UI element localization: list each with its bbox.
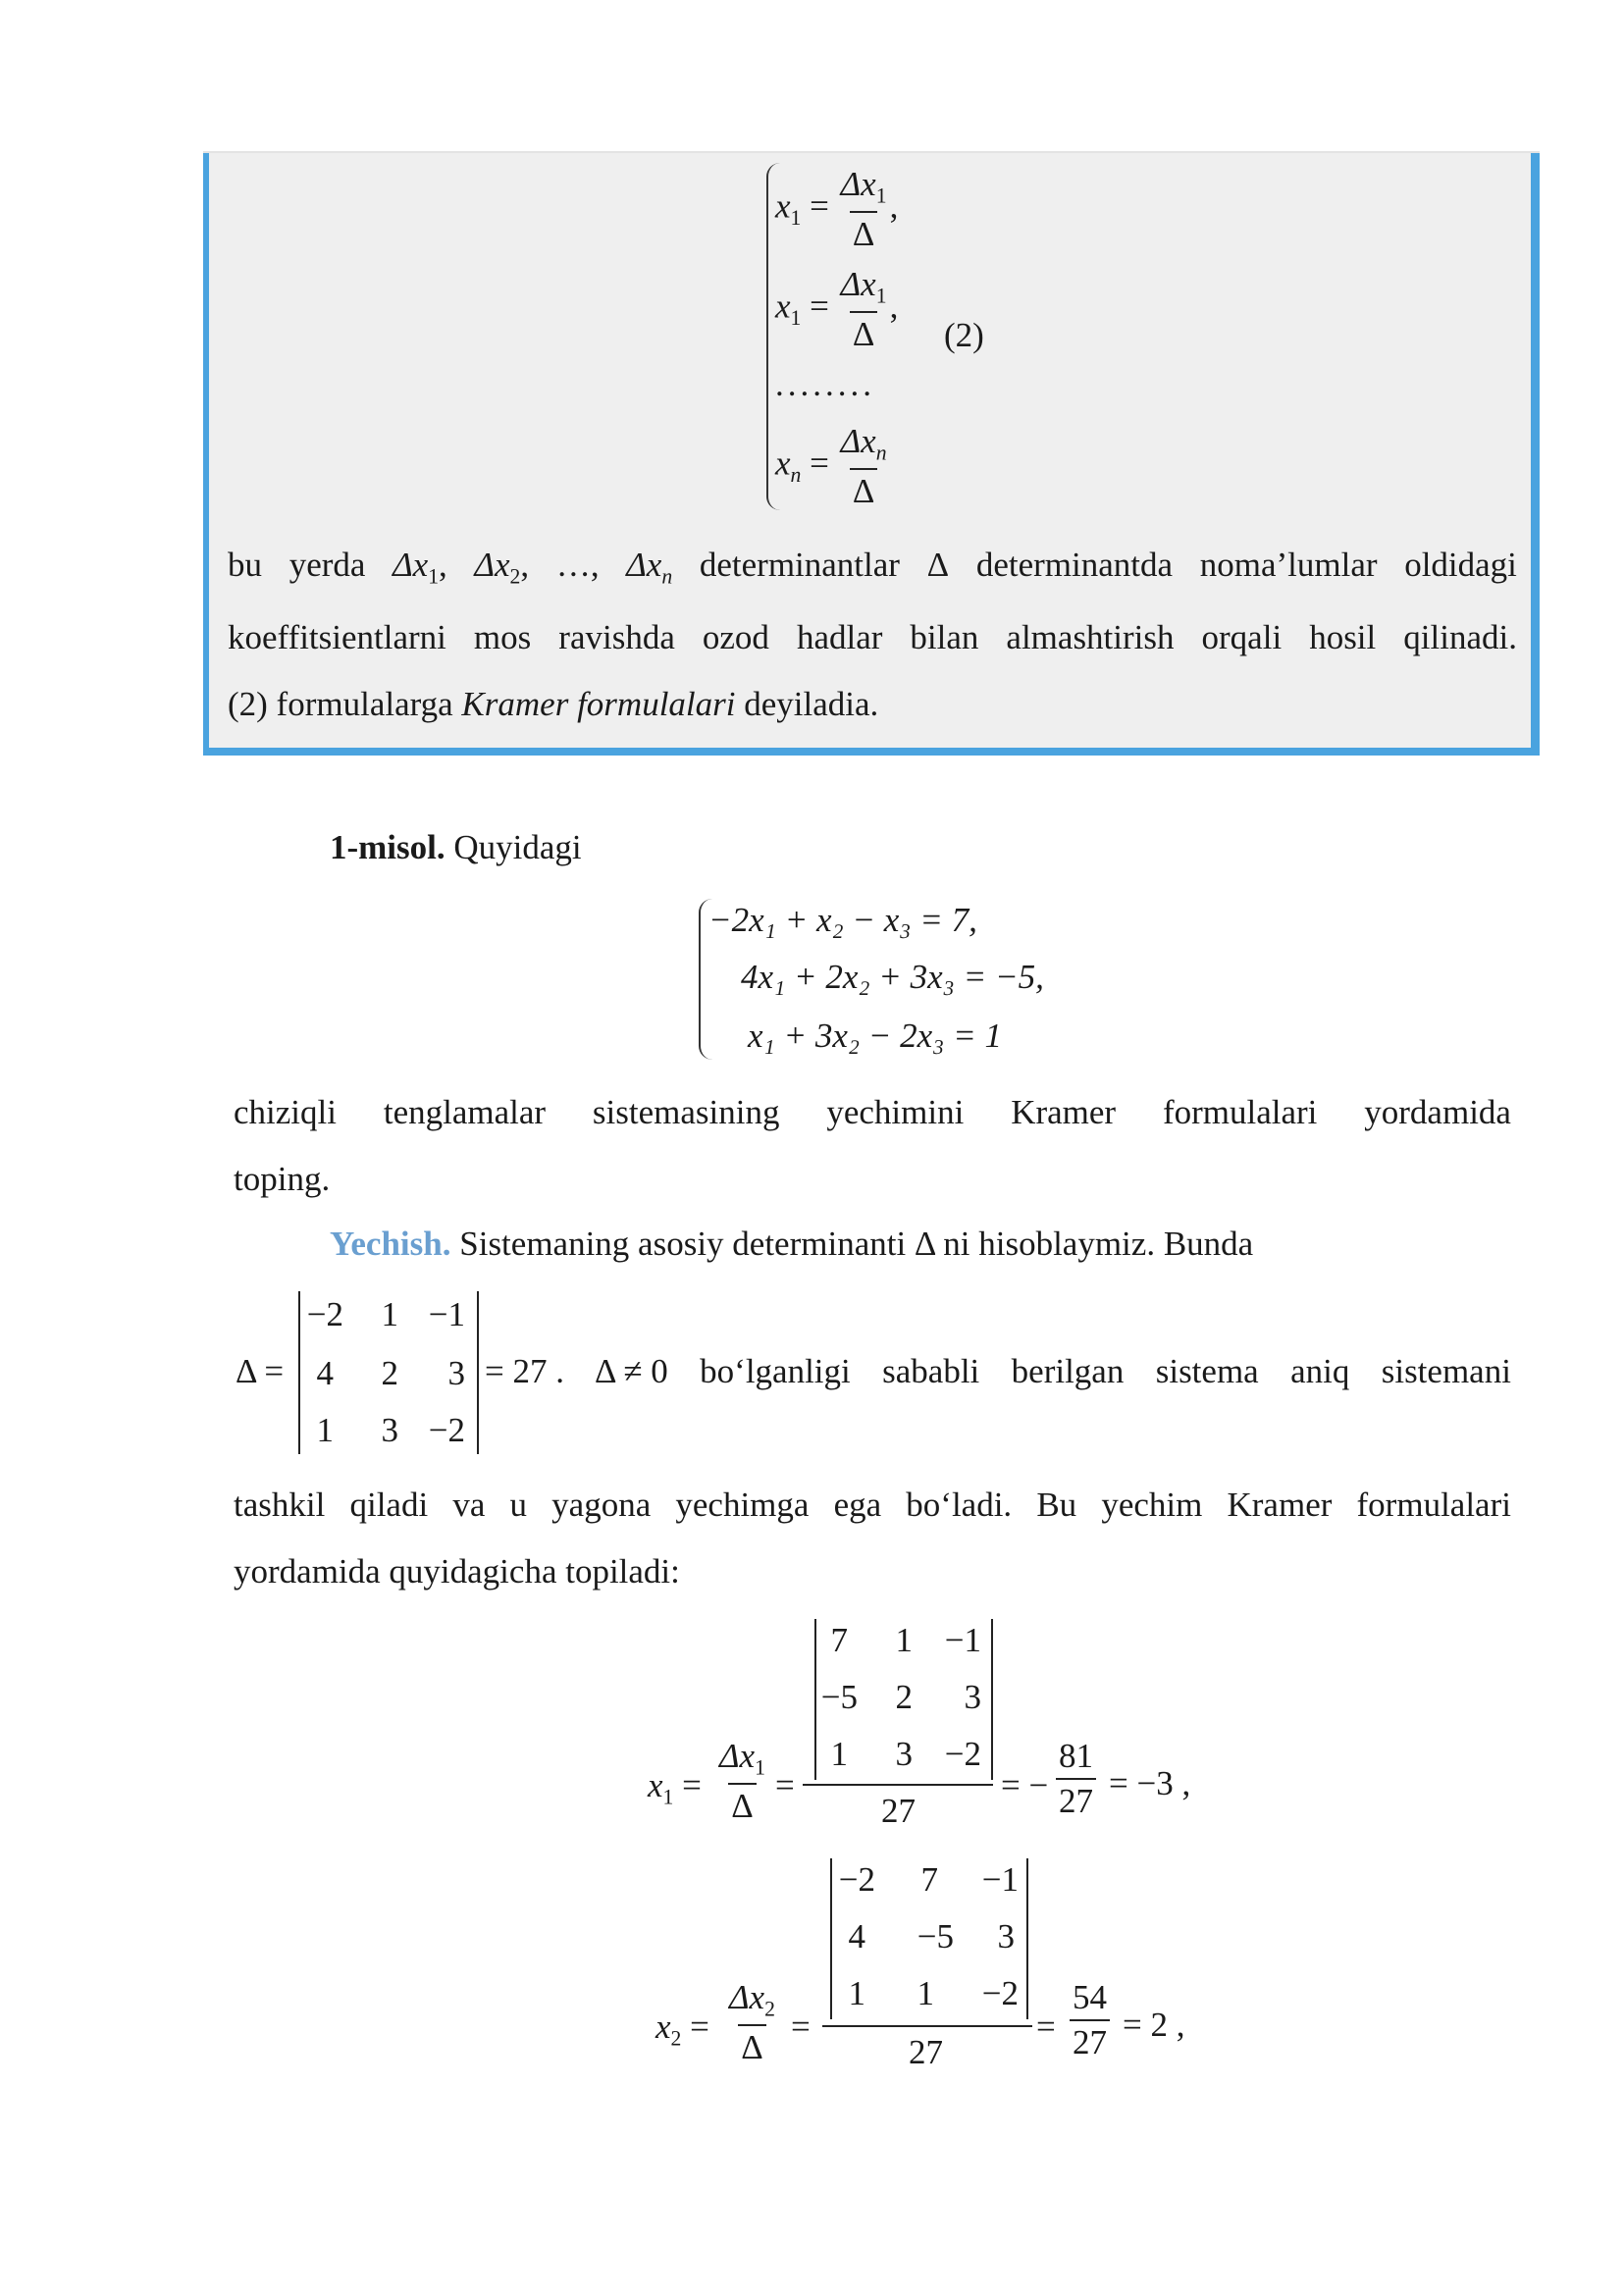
delta-value: = 27 . bbox=[485, 1352, 564, 1390]
cramer-row-1: $x_1$ = $\frac{\Delta x_1}{\Delta}$ , bbox=[775, 165, 899, 253]
example-equation-1: −2x₁ + x₂ − x₃ = 7, bbox=[708, 901, 977, 939]
matrix-cell: 1 bbox=[830, 1735, 848, 1773]
box-paragraph-line-1: bu yerda $\Delta x_1$, $\Delta x_2$, …, $\Delta x_n$ determinantlar Δ determinantda noma’lumlar oldidagi bbox=[228, 546, 1517, 589]
matrix-cell: 4 bbox=[848, 1917, 865, 1956]
cramer-dots: ........ bbox=[775, 365, 875, 403]
x1-delta-fraction: $\frac{\Delta x_1}{\Delta}$ bbox=[719, 1737, 765, 1825]
fraction: $\frac{\Delta x_1}{\Delta}$ bbox=[840, 265, 887, 353]
x2-fraction-bar bbox=[822, 2025, 1032, 2027]
matrix-cell: −2 bbox=[944, 1735, 981, 1773]
x1-eq-sign: = bbox=[775, 1766, 795, 1804]
x2-big-den: 27 bbox=[909, 2033, 943, 2071]
x1-right-fraction: $\frac{81}{27}$ bbox=[1056, 1737, 1096, 1821]
matrix-cell: 3 bbox=[447, 1354, 465, 1392]
solution-heading: Yechish. Sistemaning asosiy determinanti Δ ni hisoblaymiz. Bunda bbox=[330, 1225, 1254, 1263]
matrix-cell: −2 bbox=[838, 1860, 875, 1899]
matrix-cell: 4 bbox=[316, 1354, 334, 1392]
matrix-cell: 2 bbox=[895, 1678, 913, 1716]
solution-line-2: tashkil qiladi va u yagona yechimga ega bo‘ladi. Bu yechim Kramer formulalari bbox=[234, 1486, 1511, 1524]
example-equation-2: 4x₁ + 2x₂ + 3x₃ = −5, bbox=[741, 958, 1044, 996]
x1-neg-eq: = − bbox=[1001, 1766, 1049, 1804]
matrix-cell: 1 bbox=[848, 1974, 865, 2012]
matrix-cell: 3 bbox=[895, 1735, 913, 1773]
x2-eq: = bbox=[1036, 2008, 1056, 2046]
matrix-cell: −1 bbox=[981, 1860, 1019, 1899]
example-heading: 1-misol. Quyidagi bbox=[330, 828, 582, 866]
matrix-cell: −5 bbox=[917, 1917, 954, 1956]
cramer-label: (2) bbox=[944, 316, 984, 354]
matrix-cell: 7 bbox=[830, 1621, 848, 1659]
x1-lhs: $x_1$ = bbox=[648, 1766, 702, 1809]
matrix-cell: −5 bbox=[820, 1678, 858, 1716]
x2-right-fraction: $\frac{54}{27}$ bbox=[1070, 1978, 1110, 2062]
matrix-cell: 1 bbox=[895, 1621, 913, 1659]
x2-delta-fraction: $\frac{\Delta x_2}{\Delta}$ bbox=[729, 1978, 775, 2066]
box-paragraph-line-3: (2) formulalarga Kramer formulalari deyiladia. bbox=[228, 685, 879, 723]
delta-lhs: Δ = bbox=[236, 1352, 285, 1390]
matrix-cell: 1 bbox=[381, 1295, 398, 1333]
delta-condition-text: Δ ≠ 0 bo‘lganligi sababli berilgan sistema aniq sistemani bbox=[595, 1352, 1511, 1390]
matrix-cell: −2 bbox=[306, 1295, 343, 1333]
fraction: $\frac{\Delta x_n}{\Delta}$ bbox=[840, 422, 887, 510]
matrix-cell: −2 bbox=[428, 1411, 465, 1449]
matrix-cell: 2 bbox=[381, 1354, 398, 1392]
matrix-cell: 3 bbox=[997, 1917, 1015, 1956]
x2-eq-sign: = bbox=[791, 2008, 811, 2046]
fraction: $\frac{\Delta x_1}{\Delta}$ bbox=[840, 165, 887, 253]
cramer-row-2: $x_1$ = $\frac{\Delta x_1}{\Delta}$ , bbox=[775, 265, 899, 353]
solution-line-3: yordamida quyidagicha topiladi: bbox=[234, 1552, 680, 1591]
matrix-cell: 1 bbox=[316, 1411, 334, 1449]
x1-result: = −3 , bbox=[1109, 1764, 1191, 1802]
example-equation-3: x₁ + 3x₂ − 2x₃ = 1 bbox=[748, 1017, 1002, 1055]
matrix-cell: 3 bbox=[964, 1678, 981, 1716]
x1-fraction-bar bbox=[803, 1784, 993, 1786]
x2-lhs: $x_2$ = bbox=[655, 2008, 709, 2051]
matrix-cell: −1 bbox=[944, 1621, 981, 1659]
matrix-cell: −2 bbox=[981, 1974, 1019, 2012]
matrix-cell: 7 bbox=[920, 1860, 938, 1899]
matrix-cell: −1 bbox=[428, 1295, 465, 1333]
box-paragraph-line-2: koeffitsientlarni mos ravishda ozod hadlar bilan almashtirish orqali hosil qilinadi. bbox=[228, 618, 1517, 656]
x2-result: = 2 , bbox=[1123, 2006, 1185, 2044]
matrix-cell: 3 bbox=[381, 1411, 398, 1449]
cramer-row-n: $x_n$ = $\frac{\Delta x_n}{\Delta}$ bbox=[775, 422, 890, 511]
x1-big-den: 27 bbox=[881, 1792, 916, 1830]
example-text-line-1: chiziqli tenglamalar sistemasining yechimini Kramer formulalari yordamida bbox=[234, 1093, 1511, 1131]
example-text-line-2: toping. bbox=[234, 1160, 331, 1198]
matrix-cell: 1 bbox=[917, 1974, 934, 2012]
